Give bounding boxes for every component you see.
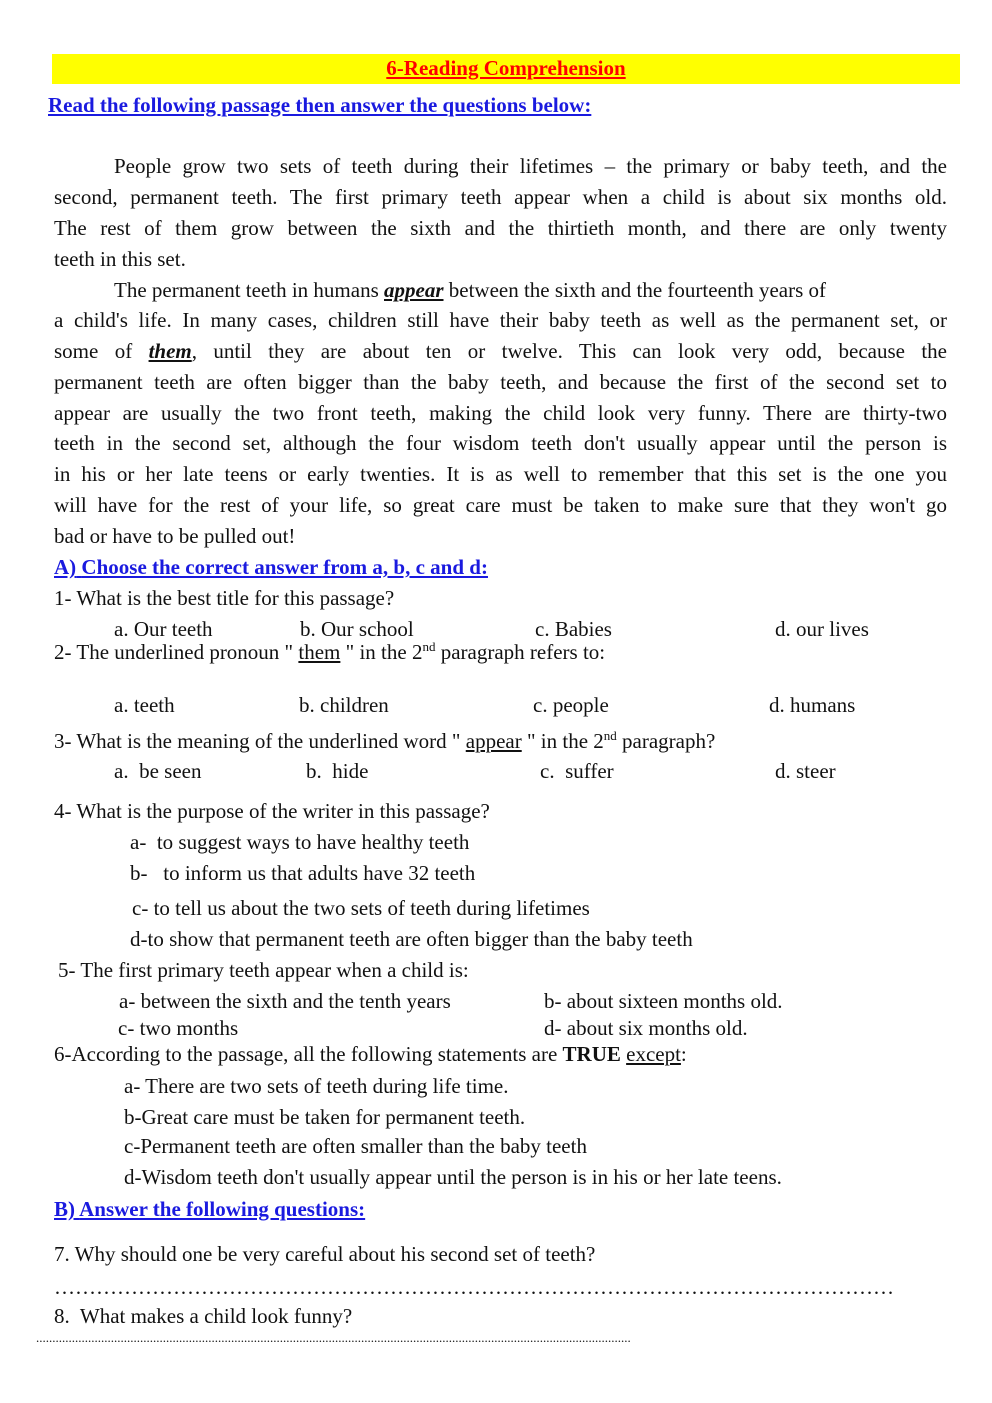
passage-line: second, permanent teeth. The first primary teeth appear when a child is about six months old. (54, 185, 947, 209)
option[interactable]: d. humans (769, 693, 856, 717)
answer-line-8[interactable]: ....................................................................................................................................................................................... (36, 1330, 631, 1345)
underlined-word-appear: appear (384, 278, 444, 302)
option[interactable]: c-Permanent teeth are often smaller than the baby teeth (124, 1134, 587, 1158)
text: " in the 2 (340, 640, 423, 664)
text: 2- The underlined pronoun " (54, 640, 299, 664)
option[interactable]: d. our lives (775, 617, 869, 641)
answer-line-7[interactable]: ………………………………………………………………………………………………………… (54, 1275, 894, 1299)
passage-line: permanent teeth are often bigger than the baby teeth, and because the first of the second set to (54, 370, 947, 394)
option[interactable]: c- to tell us about the two sets of teeth during lifetimes (132, 896, 590, 920)
section-a-heading (54, 555, 488, 579)
option[interactable]: a. teeth (114, 693, 175, 717)
text: " in the 2 (521, 729, 604, 753)
option[interactable]: b. children (299, 693, 389, 717)
option[interactable]: a- between the sixth and the tenth years (119, 989, 451, 1013)
question-6 (54, 1042, 687, 1066)
question-8: 8. What makes a child look funny? (54, 1304, 353, 1328)
bold-word: TRUE (562, 1042, 621, 1066)
question-4: 4- What is the purpose of the writer in this passage? (54, 799, 490, 823)
option[interactable]: b- about sixteen months old. (544, 989, 783, 1013)
passage-line: The rest of them grow between the sixth and the thirtieth month, and there are only twenty (54, 216, 947, 240)
passage-line: bad or have to be pulled out! (54, 524, 296, 548)
passage-line: appear are usually the two front teeth, making the child look very funny. There are thirty-two (54, 401, 947, 425)
superscript: nd (422, 639, 436, 654)
text: , until they are about ten or twelve. This can look very odd, because the (191, 339, 947, 363)
option[interactable]: c. suffer (540, 759, 614, 783)
option[interactable]: d- about six months old. (544, 1016, 748, 1040)
section-letter: A) (54, 555, 77, 579)
underlined-word-them: them (148, 339, 192, 363)
text: paragraph refers to: (435, 640, 606, 664)
passage-line: teeth in this set. (54, 247, 186, 271)
text: The permanent teeth in humans (114, 278, 384, 302)
question-1: 1- What is the best title for this passage? (54, 586, 395, 610)
text: paragraph? (616, 729, 716, 753)
option[interactable]: a. Our teeth (114, 617, 213, 641)
passage-line (114, 278, 826, 302)
section-title: Answer the following questions: (79, 1197, 366, 1221)
passage-line (54, 339, 947, 363)
section-b-heading (54, 1197, 365, 1221)
option[interactable]: b. hide (306, 759, 369, 783)
option[interactable]: b-Great care must be taken for permanent teeth. (124, 1105, 526, 1129)
section-title: Choose the correct answer from a, b, c and d: (81, 555, 488, 579)
text: 6-According to the passage, all the following statements are (54, 1042, 563, 1066)
option[interactable]: d. steer (775, 759, 836, 783)
underlined-word: them (298, 640, 341, 664)
passage-line: in his or her late teens or early twenties. It is as well to remember that this set is the one you (54, 462, 947, 486)
passage-line: a child's life. In many cases, children still have their baby teeth as well as the permanent set, or (54, 308, 947, 332)
option[interactable]: d-Wisdom teeth don't usually appear until the person is in his or her late teens. (124, 1165, 782, 1189)
option[interactable]: d-to show that permanent teeth are often bigger than the baby teeth (130, 927, 693, 951)
passage-line: teeth in the second set, although the four wisdom teeth don't usually appear until the person is (54, 431, 947, 455)
underlined-word: appear (465, 729, 522, 753)
question-2 (54, 640, 605, 664)
option[interactable]: c. Babies (535, 617, 612, 641)
option[interactable]: a. be seen (114, 759, 202, 783)
option[interactable]: a- to suggest ways to have healthy teeth (130, 830, 470, 854)
option[interactable]: b. Our school (300, 617, 414, 641)
question-5: 5- The first primary teeth appear when a child is: (58, 958, 469, 982)
question-7: 7. Why should one be very careful about his second set of teeth? (54, 1242, 596, 1266)
option[interactable]: a- There are two sets of teeth during life time. (124, 1074, 509, 1098)
superscript: nd (603, 728, 617, 743)
option[interactable]: c. people (533, 693, 609, 717)
text: between the sixth and the fourteenth years of (443, 278, 827, 302)
passage-line: People grow two sets of teeth during their lifetimes – the primary or baby teeth, and the (114, 154, 947, 178)
instruction-heading: Read the following passage then answer the questions below: (48, 93, 592, 117)
worksheet-title: 6-Reading Comprehension (386, 56, 626, 80)
passage-line: will have for the rest of your life, so great care must be taken to make sure that they won't go (54, 493, 947, 517)
question-3 (54, 729, 715, 753)
text: 3- What is the meaning of the underlined word " (54, 729, 466, 753)
option[interactable]: b- to inform us that adults have 32 teeth (130, 861, 476, 885)
section-letter: B) (54, 1197, 75, 1221)
text: some of (54, 339, 149, 363)
underlined-word: except (626, 1042, 681, 1066)
option[interactable]: c- two months (118, 1016, 239, 1040)
text: : (680, 1042, 687, 1066)
